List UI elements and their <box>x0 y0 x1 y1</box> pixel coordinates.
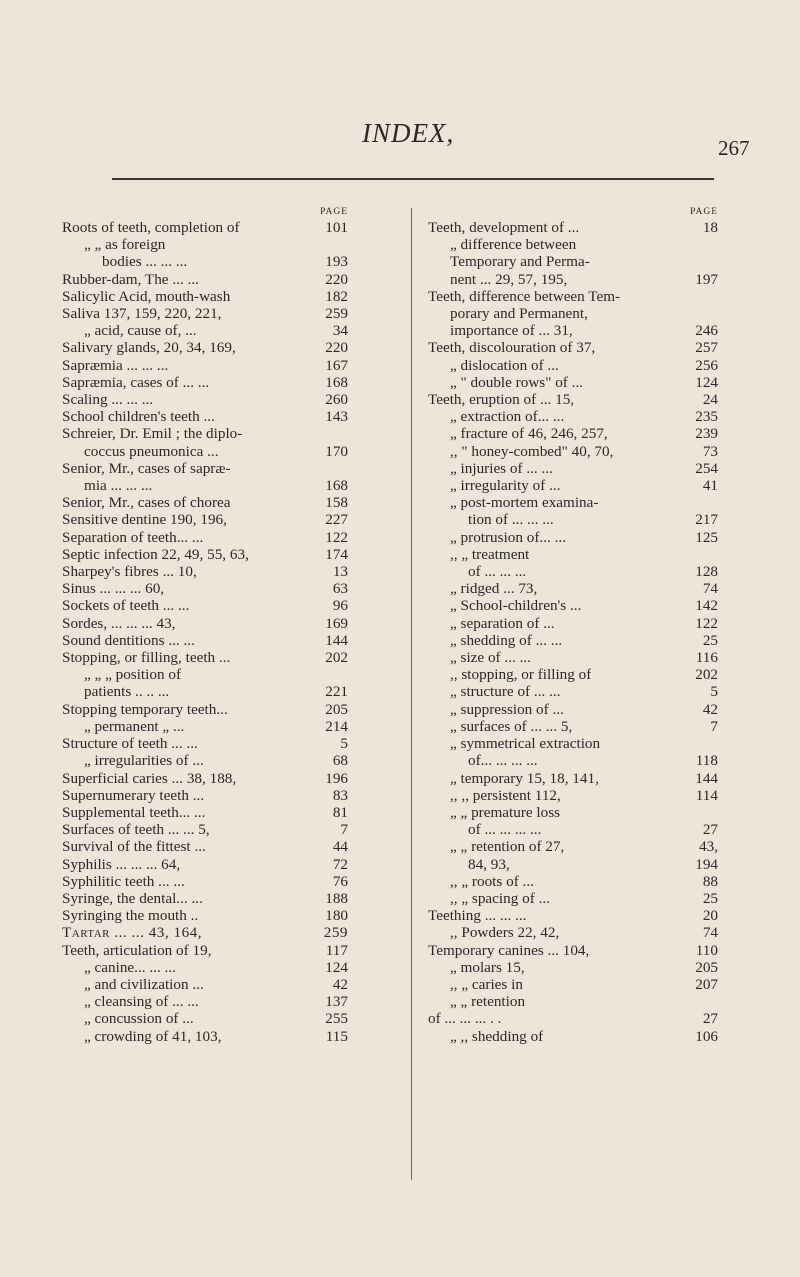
index-entry <box>428 391 718 408</box>
entry-page-ref: 168 <box>325 477 348 495</box>
index-entry <box>428 873 718 890</box>
entry-page-ref: 194 <box>695 855 718 873</box>
index-entry <box>62 597 348 614</box>
entry-text: mia ... ... ... <box>84 477 153 495</box>
entry-text: „ acid, cause of, ... <box>84 322 197 340</box>
index-entry <box>428 529 718 546</box>
entry-page-ref: 27 <box>702 821 718 839</box>
entry-text: Rubber-dam, The ... ... <box>62 270 199 288</box>
entry-page-ref: 180 <box>325 907 348 925</box>
entry-text: Septic infection 22, 49, 55, 63, <box>62 545 249 563</box>
index-entry <box>62 649 348 666</box>
entry-text: „ „ retention of 27, <box>450 838 565 856</box>
entry-text: „ crowding of 41, 103, <box>84 1027 222 1045</box>
entry-page-ref: 124 <box>695 373 718 391</box>
entry-page-ref: 205 <box>695 958 718 976</box>
entry-text: patients .. .. ... <box>84 683 170 701</box>
index-entry <box>62 942 348 959</box>
index-entry <box>62 890 348 907</box>
index-entry <box>62 787 348 804</box>
entry-page-ref: 246 <box>695 322 718 340</box>
index-entry <box>62 976 348 993</box>
entry-text: „ dislocation of ... <box>450 356 559 374</box>
entry-page-ref: 110 <box>695 941 718 959</box>
entry-page-ref: 74 <box>702 580 718 598</box>
index-entry <box>62 477 348 494</box>
entry-text: of ... ... ... ... <box>468 821 542 839</box>
entry-page-ref: 41 <box>702 477 718 495</box>
entry-page-ref: 118 <box>695 752 718 770</box>
entry-page-ref: 63 <box>332 580 348 598</box>
entry-text: porary and Permanent, <box>450 305 588 323</box>
entry-page-ref: 170 <box>325 442 348 460</box>
entry-text: Schreier, Dr. Emil ; the diplo- <box>62 425 243 443</box>
entry-text: Syphilitic teeth ... ... <box>62 872 185 890</box>
entry-page-ref: 220 <box>325 339 348 357</box>
index-entry <box>428 770 718 787</box>
entry-page-ref: 76 <box>332 872 348 890</box>
entry-page-ref: 214 <box>325 717 348 735</box>
entry-page-ref: 25 <box>702 631 718 649</box>
index-entry <box>62 443 348 460</box>
entry-text: Survival of the fittest ... <box>62 838 206 856</box>
entry-text: „ cleansing of ... ... <box>84 993 199 1011</box>
entry-page-ref: 7 <box>340 821 348 839</box>
entry-page-ref: 43, <box>699 838 718 856</box>
entry-text: „ „ premature loss <box>450 803 561 821</box>
index-entry <box>62 873 348 890</box>
entry-page-ref: 18 <box>702 219 718 236</box>
entry-text: ,, Powders 22, 42, <box>450 924 560 942</box>
index-entry <box>62 856 348 873</box>
index-entry <box>428 425 718 442</box>
entry-text: Senior, Mr., cases of chorea <box>62 494 231 512</box>
entry-text: ,, ,, persistent 112, <box>450 786 561 804</box>
entry-page-ref: 122 <box>695 614 718 632</box>
index-entry <box>428 976 718 993</box>
entry-text: „ ,, shedding of <box>450 1027 544 1045</box>
index-entry <box>428 924 718 941</box>
index-entry <box>62 838 348 855</box>
entry-page-ref: 193 <box>325 253 348 271</box>
index-entry <box>428 942 718 959</box>
entry-page-ref: 235 <box>695 408 718 426</box>
entry-text: „ separation of ... <box>450 614 555 632</box>
index-entry <box>62 563 348 580</box>
index-entry <box>428 890 718 907</box>
index-entry <box>428 683 718 700</box>
index-entry <box>428 253 718 270</box>
entry-text: School children's teeth ... <box>62 408 215 426</box>
entry-text: ,, " honey-combed" 40, 70, <box>450 442 614 460</box>
index-entry <box>428 443 718 460</box>
entry-text: „ suppression of ... <box>450 700 564 718</box>
entry-text: ,, stopping, or filling of <box>450 666 592 684</box>
entry-text: Salivary glands, 20, 34, 169, <box>62 339 236 357</box>
entry-page-ref: 101 <box>325 219 348 236</box>
entry-page-ref: 254 <box>695 459 718 477</box>
entry-text: Sordes, ... ... ... 43, <box>62 614 176 632</box>
entry-page-ref: 5 <box>340 735 348 753</box>
entry-page-ref: 196 <box>325 769 348 787</box>
entry-text: Surfaces of teeth ... ... 5, <box>62 821 210 839</box>
entry-text: of... ... ... ... <box>468 752 538 770</box>
index-entry <box>62 511 348 528</box>
entry-page-ref: 27 <box>702 1010 718 1028</box>
index-entry <box>62 959 348 976</box>
index-entry <box>428 357 718 374</box>
entry-page-ref: 259 <box>323 924 348 942</box>
page-header-title: INDEX, <box>362 118 455 148</box>
entry-text: „ irregularity of ... <box>450 477 561 495</box>
index-entry <box>428 787 718 804</box>
index-entry <box>62 701 348 718</box>
index-entry <box>428 236 718 253</box>
entry-page-ref: 20 <box>702 907 718 925</box>
entry-text: Teeth, development of ... <box>428 219 580 236</box>
index-entry <box>62 580 348 597</box>
index-entry <box>428 718 718 735</box>
entry-text: „ canine... ... ... <box>84 958 176 976</box>
entry-page-ref: 128 <box>695 563 718 581</box>
entry-text: Temporary canines ... 104, <box>428 941 590 959</box>
index-entry <box>62 374 348 391</box>
entry-page-ref: 96 <box>332 597 348 615</box>
entry-page-ref: 207 <box>695 975 718 993</box>
entry-page-ref: 137 <box>325 993 348 1011</box>
entry-text: Stopping, or filling, teeth ... <box>62 649 231 667</box>
index-entry <box>428 959 718 976</box>
index-entry <box>428 666 718 683</box>
entry-text: Supernumerary teeth ... <box>62 786 205 804</box>
index-entry <box>62 219 348 236</box>
page-number: 267 <box>718 136 750 160</box>
index-entry <box>62 632 348 649</box>
entry-page-ref: 169 <box>325 614 348 632</box>
index-entry <box>428 615 718 632</box>
entry-text: „ ridged ... 73, <box>450 580 538 598</box>
index-entry <box>62 770 348 787</box>
page-column-label: PAGE <box>320 207 348 217</box>
entry-text: Senior, Mr., cases of sapræ- <box>62 459 231 477</box>
index-entry <box>428 649 718 666</box>
index-entry <box>62 683 348 700</box>
index-entry <box>428 701 718 718</box>
entry-text: „ " double rows" of ... <box>450 373 584 391</box>
entry-text: Scaling ... ... ... <box>62 391 154 409</box>
index-entry <box>428 288 718 305</box>
right-column <box>428 206 718 1045</box>
entry-text: Roots of teeth, completion of <box>62 219 240 236</box>
entry-text: Syringe, the dental... ... <box>62 889 203 907</box>
entry-text: „ irregularities of ... <box>84 752 204 770</box>
entry-page-ref: 143 <box>325 408 348 426</box>
entry-page-ref: 144 <box>325 631 348 649</box>
entry-text: Sound dentitions ... ... <box>62 631 195 649</box>
index-entry <box>62 236 348 253</box>
index-entry <box>428 856 718 873</box>
entry-text: „ „ retention <box>450 993 526 1011</box>
entry-page-ref: 144 <box>695 769 718 787</box>
entry-text: „ School-children's ... <box>450 597 582 615</box>
entry-text: Sinus ... ... ... 60, <box>62 580 165 598</box>
entry-text: „ fracture of 46, 246, 257, <box>450 425 608 443</box>
entry-text: Temporary and Perma- <box>450 253 590 271</box>
index-entry <box>62 1010 348 1027</box>
index-entry <box>62 339 348 356</box>
index-entry <box>62 271 348 288</box>
index-entry <box>428 546 718 563</box>
entry-page-ref: 7 <box>710 717 718 735</box>
entry-text: Sapræmia ... ... ... <box>62 356 169 374</box>
entry-text: ,, „ roots of ... <box>450 872 534 890</box>
index-entry <box>62 546 348 563</box>
index-entry <box>62 425 348 442</box>
index-entry <box>62 357 348 374</box>
index-entry <box>428 804 718 821</box>
index-entry <box>428 339 718 356</box>
entry-page-ref: 72 <box>332 855 348 873</box>
entry-text: ,, „ treatment <box>450 545 530 563</box>
entry-page-ref: 13 <box>332 563 348 581</box>
entry-page-ref: 197 <box>695 270 718 288</box>
entry-text: „ symmetrical extraction <box>450 735 601 753</box>
index-entry <box>62 460 348 477</box>
entry-text: „ „ „ position of <box>84 666 182 684</box>
entry-page-ref: 158 <box>325 494 348 512</box>
entry-text: „ post-mortem examina- <box>450 494 599 512</box>
entry-text: „ difference between <box>450 236 577 254</box>
index-entry <box>428 408 718 425</box>
entry-page-ref: 124 <box>325 958 348 976</box>
entry-text: Syringing the mouth .. <box>62 907 199 925</box>
entry-text: „ permanent „ ... <box>84 717 185 735</box>
entry-page-ref: 260 <box>325 391 348 409</box>
column-divider <box>411 208 412 1180</box>
index-entry <box>428 821 718 838</box>
index-entry <box>428 1010 718 1027</box>
index-entry <box>428 993 718 1010</box>
index-entry <box>62 907 348 924</box>
index-entry <box>62 804 348 821</box>
entry-page-ref: 142 <box>695 597 718 615</box>
entry-text: Salicylic Acid, mouth-wash <box>62 287 231 305</box>
entry-text: Teeth, difference between Tem- <box>428 287 621 305</box>
entry-text: Teeth, discolouration of 37, <box>428 339 596 357</box>
entry-text: „ injuries of ... ... <box>450 459 553 477</box>
entry-page-ref: 182 <box>325 287 348 305</box>
entry-text: Saliva 137, 159, 220, 221, <box>62 305 222 323</box>
index-entry <box>428 374 718 391</box>
entry-text: Superficial caries ... 38, 188, <box>62 769 237 787</box>
index-entry <box>428 838 718 855</box>
entry-text: „ molars 15, <box>450 958 525 976</box>
index-entry <box>62 993 348 1010</box>
entry-text: „ surfaces of ... ... 5, <box>450 717 573 735</box>
entry-text: Sapræmia, cases of ... ... <box>62 373 210 391</box>
entry-text: of ... ... ... . . <box>428 1010 502 1028</box>
entry-text: 84, 93, <box>468 855 510 873</box>
entry-page-ref: 74 <box>702 924 718 942</box>
index-entry <box>62 529 348 546</box>
entry-page-ref: 24 <box>702 391 718 409</box>
index-entry <box>428 305 718 322</box>
entry-page-ref: 25 <box>702 889 718 907</box>
entry-text: Supplemental teeth... ... <box>62 803 206 821</box>
entry-page-ref: 115 <box>325 1027 348 1045</box>
entry-page-ref: 174 <box>325 545 348 563</box>
index-entry <box>62 288 348 305</box>
entry-page-ref: 257 <box>695 339 718 357</box>
index-entry <box>62 821 348 838</box>
index-entry <box>428 597 718 614</box>
index-entry <box>62 305 348 322</box>
header-rule <box>112 178 714 180</box>
entry-text: „ extraction of... ... <box>450 408 565 426</box>
index-entry <box>428 907 718 924</box>
entry-text: importance of ... 31, <box>450 322 573 340</box>
index-entry <box>428 219 718 236</box>
entry-page-ref: 205 <box>325 700 348 718</box>
entry-page-ref: 5 <box>710 683 718 701</box>
entry-text: Tartar ... ... 43, 164, <box>62 924 203 942</box>
index-entry <box>428 322 718 339</box>
entry-text: nent ... 29, 57, 195, <box>450 270 568 288</box>
entry-page-ref: 220 <box>325 270 348 288</box>
entry-page-ref: 217 <box>695 511 718 529</box>
entry-page-ref: 42 <box>702 700 718 718</box>
index-entry <box>62 752 348 769</box>
entry-text: ,, „ caries in <box>450 975 523 993</box>
entry-page-ref: 73 <box>702 442 718 460</box>
page-column-label: PAGE <box>690 207 718 217</box>
entry-page-ref: 106 <box>695 1027 718 1045</box>
entry-text: Sensitive dentine 190, 196, <box>62 511 227 529</box>
index-entry <box>62 322 348 339</box>
entry-page-ref: 255 <box>325 1010 348 1028</box>
entry-text: Teeth, articulation of 19, <box>62 941 212 959</box>
entry-page-ref: 81 <box>332 803 348 821</box>
entry-text: „ concussion of ... <box>84 1010 194 1028</box>
entry-text: „ structure of ... ... <box>450 683 561 701</box>
entry-page-ref: 256 <box>695 356 718 374</box>
entry-page-ref: 125 <box>695 528 718 546</box>
entry-text: bodies ... ... ... <box>102 253 188 271</box>
entry-text: Stopping temporary teeth... <box>62 700 228 718</box>
left-column <box>62 206 348 1045</box>
entry-text: Separation of teeth... ... <box>62 528 204 546</box>
entry-text: „ size of ... ... <box>450 649 531 667</box>
index-entry <box>62 494 348 511</box>
entry-page-ref: 88 <box>702 872 718 890</box>
entry-page-ref: 227 <box>325 511 348 529</box>
entry-page-ref: 202 <box>695 666 718 684</box>
entry-page-ref: 259 <box>325 305 348 323</box>
index-entry <box>428 494 718 511</box>
index-entry <box>428 1028 718 1045</box>
entry-text: Teething ... ... ... <box>428 907 527 925</box>
entry-page-ref: 44 <box>332 838 348 856</box>
entry-page-ref: 116 <box>695 649 718 667</box>
entry-page-ref: 221 <box>325 683 348 701</box>
entry-page-ref: 117 <box>325 941 348 959</box>
entry-text: of ... ... ... <box>468 563 527 581</box>
entry-text: Structure of teeth ... ... <box>62 735 198 753</box>
entry-page-ref: 239 <box>695 425 718 443</box>
entry-text: „ protrusion of... ... <box>450 528 566 546</box>
entry-text: ,, „ spacing of ... <box>450 889 550 907</box>
entry-page-ref: 188 <box>325 889 348 907</box>
entry-text: „ temporary 15, 18, 141, <box>450 769 599 787</box>
index-entry <box>62 253 348 270</box>
entry-text: Teeth, eruption of ... 15, <box>428 391 575 409</box>
index-entry <box>62 391 348 408</box>
entry-text: Sockets of teeth ... ... <box>62 597 190 615</box>
index-entry <box>428 580 718 597</box>
entry-text: Syphilis ... ... ... 64, <box>62 855 181 873</box>
index-entry <box>62 1028 348 1045</box>
entry-text: tion of ... ... ... <box>468 511 554 529</box>
index-entry <box>62 718 348 735</box>
index-entry <box>428 563 718 580</box>
entry-page-ref: 68 <box>332 752 348 770</box>
index-entry <box>428 477 718 494</box>
index-entry <box>428 752 718 769</box>
entry-page-ref: 167 <box>325 356 348 374</box>
entry-page-ref: 202 <box>325 649 348 667</box>
entry-page-ref: 114 <box>695 786 718 804</box>
index-entry <box>428 271 718 288</box>
entry-text: „ „ as foreign <box>84 236 166 254</box>
entry-page-ref: 42 <box>332 975 348 993</box>
entry-text: Sharpey's fibres ... 10, <box>62 563 197 581</box>
entry-text: „ and civilization ... <box>84 975 204 993</box>
index-entry <box>428 735 718 752</box>
index-entry <box>62 615 348 632</box>
entry-text: „ shedding of ... ... <box>450 631 563 649</box>
entry-page-ref: 34 <box>332 322 348 340</box>
index-entry <box>428 511 718 528</box>
index-entry <box>428 632 718 649</box>
index-entry <box>62 408 348 425</box>
entry-page-ref: 168 <box>325 373 348 391</box>
entry-page-ref: 83 <box>332 786 348 804</box>
index-entry <box>62 666 348 683</box>
entry-page-ref: 122 <box>325 528 348 546</box>
index-entry <box>62 735 348 752</box>
entry-text: coccus pneumonica ... <box>84 442 219 460</box>
index-entry <box>428 460 718 477</box>
index-entry <box>62 924 348 941</box>
